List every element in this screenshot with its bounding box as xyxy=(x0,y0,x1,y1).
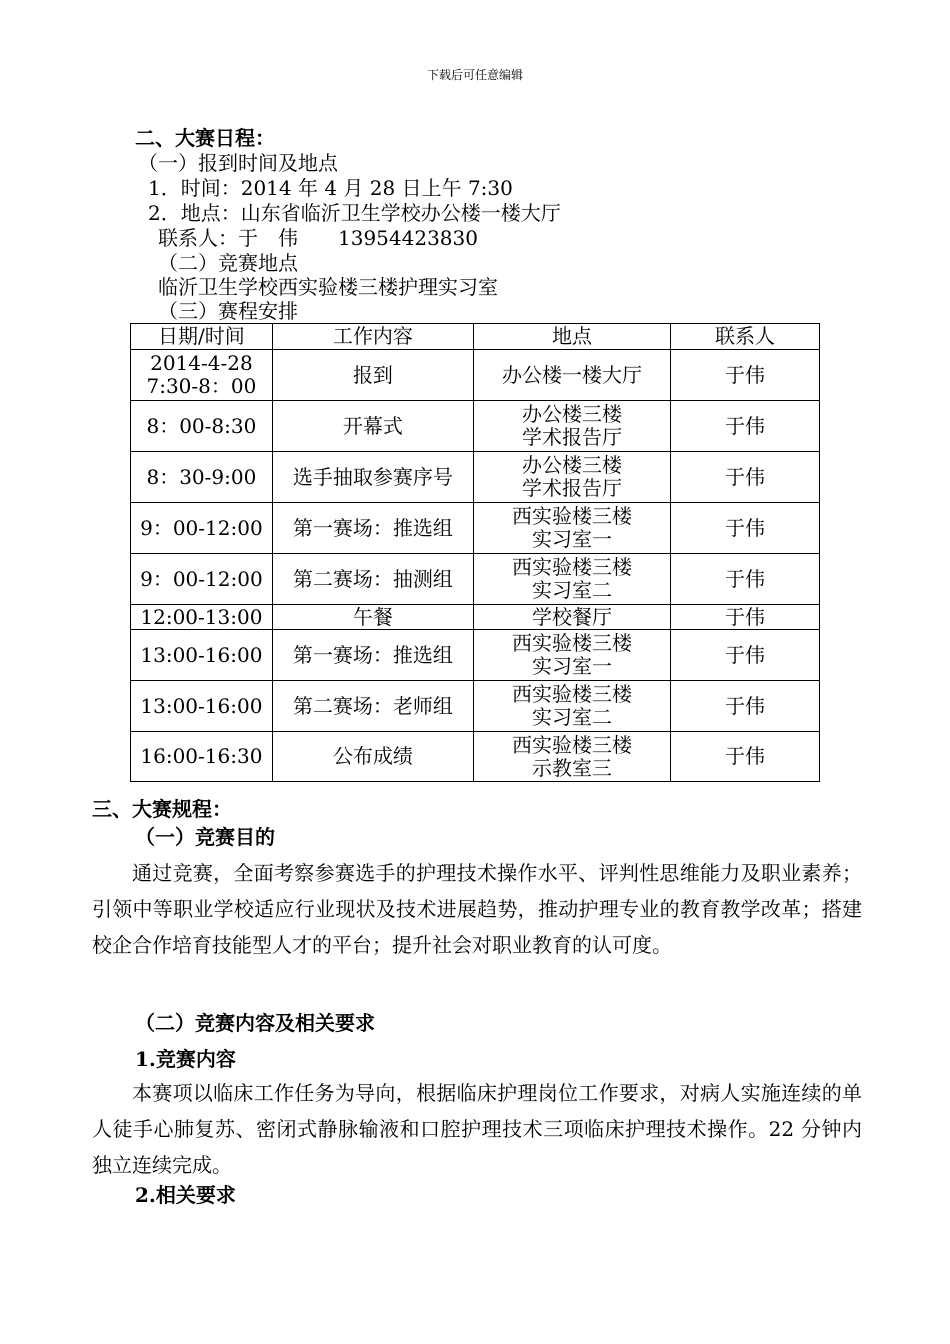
header-work: 工作内容 xyxy=(272,324,473,350)
cell-work: 公布成绩 xyxy=(272,732,473,782)
cell-contact: 于伟 xyxy=(671,630,820,681)
section2-sub3: （三）赛程安排 xyxy=(158,299,298,323)
cell-contact: 于伟 xyxy=(671,605,820,630)
registration-time: 1．时间：2014 年 4 月 28 日上午 7:30 xyxy=(148,176,513,200)
cell-place: 办公楼三楼 学术报告厅 xyxy=(473,401,670,452)
competition-venue: 临沂卫生学校西实验楼三楼护理实习室 xyxy=(158,275,498,299)
cell-date: 13:00-16:00 xyxy=(131,681,273,732)
table-row xyxy=(131,554,820,605)
section3-sub1: （一）竞赛目的 xyxy=(135,825,275,849)
cell-work: 第一赛场：推选组 xyxy=(272,630,473,681)
table-row xyxy=(131,401,820,452)
purpose-paragraph: 通过竞赛，全面考察参赛选手的护理技术操作水平、评判性思维能力及职业素养；引领中等职业学校适应行业现状及技术进展趋势，推动护理专业的教育教学改革；搭建校企合作培育技能型人才的平台；提升社会对职业教育的认可度。 xyxy=(92,861,862,957)
section3-title: 三、大赛规程： xyxy=(92,797,232,821)
contact-person: 联系人：于 伟 13954423830 xyxy=(158,226,478,250)
table-row xyxy=(131,452,820,503)
cell-place: 西实验楼三楼 示教室三 xyxy=(473,732,670,782)
table-row xyxy=(131,630,820,681)
cell-work: 第二赛场：老师组 xyxy=(272,681,473,732)
table-row xyxy=(131,350,820,401)
table-row xyxy=(131,503,820,554)
cell-contact: 于伟 xyxy=(671,732,820,782)
schedule-table xyxy=(130,323,820,782)
section2-sub2: （二）竞赛地点 xyxy=(158,251,298,275)
cell-place: 西实验楼三楼 实习室一 xyxy=(473,630,670,681)
cell-work: 开幕式 xyxy=(272,401,473,452)
section2-title: 二、大赛日程： xyxy=(135,126,275,150)
cell-work: 选手抽取参赛序号 xyxy=(272,452,473,503)
cell-date: 16:00-16:30 xyxy=(131,732,273,782)
table-row xyxy=(131,605,820,630)
cell-place: 办公楼一楼大厅 xyxy=(473,350,670,401)
cell-contact: 于伟 xyxy=(671,350,820,401)
header-contact: 联系人 xyxy=(671,324,820,350)
table-row xyxy=(131,732,820,782)
cell-place: 学校餐厅 xyxy=(473,605,670,630)
cell-place: 西实验楼三楼 实习室一 xyxy=(473,503,670,554)
cell-date: 13:00-16:00 xyxy=(131,630,273,681)
cell-date: 8：00-8:30 xyxy=(131,401,273,452)
cell-place: 办公楼三楼 学术报告厅 xyxy=(473,452,670,503)
content-paragraph: 本赛项以临床工作任务为导向，根据临床护理岗位工作要求，对病人实施连续的单人徒手心肺复苏、密闭式静脉输液和口腔护理技术三项临床护理技术操作。22 分钟内独立连续完成。 xyxy=(92,1081,862,1177)
cell-date: 12:00-13:00 xyxy=(131,605,273,630)
cell-contact: 于伟 xyxy=(671,503,820,554)
cell-contact: 于伟 xyxy=(671,681,820,732)
cell-work: 第一赛场：推选组 xyxy=(272,503,473,554)
table-header-row xyxy=(131,324,820,350)
item2-heading: 2.相关要求 xyxy=(135,1183,236,1207)
cell-work: 午餐 xyxy=(272,605,473,630)
table-row xyxy=(131,681,820,732)
header-note: 下载后可任意编辑 xyxy=(426,68,523,82)
item1-heading: 1.竞赛内容 xyxy=(135,1047,236,1071)
cell-place: 西实验楼三楼 实习室二 xyxy=(473,681,670,732)
cell-contact: 于伟 xyxy=(671,401,820,452)
cell-work: 报到 xyxy=(272,350,473,401)
cell-work: 第二赛场：抽测组 xyxy=(272,554,473,605)
cell-contact: 于伟 xyxy=(671,554,820,605)
cell-date: 2014-4-28 7:30-8：00 xyxy=(131,350,273,401)
header-date: 日期/时间 xyxy=(131,324,273,350)
section3-sub2: （二）竞赛内容及相关要求 xyxy=(135,1011,375,1035)
registration-place: 2．地点：山东省临沂卫生学校办公楼一楼大厅 xyxy=(148,201,561,225)
cell-date: 8：30-9:00 xyxy=(131,452,273,503)
cell-date: 9：00-12:00 xyxy=(131,503,273,554)
section2-sub1: （一）报到时间及地点 xyxy=(138,151,338,175)
header-place: 地点 xyxy=(473,324,670,350)
cell-date: 9：00-12:00 xyxy=(131,554,273,605)
cell-place: 西实验楼三楼 实习室二 xyxy=(473,554,670,605)
cell-contact: 于伟 xyxy=(671,452,820,503)
